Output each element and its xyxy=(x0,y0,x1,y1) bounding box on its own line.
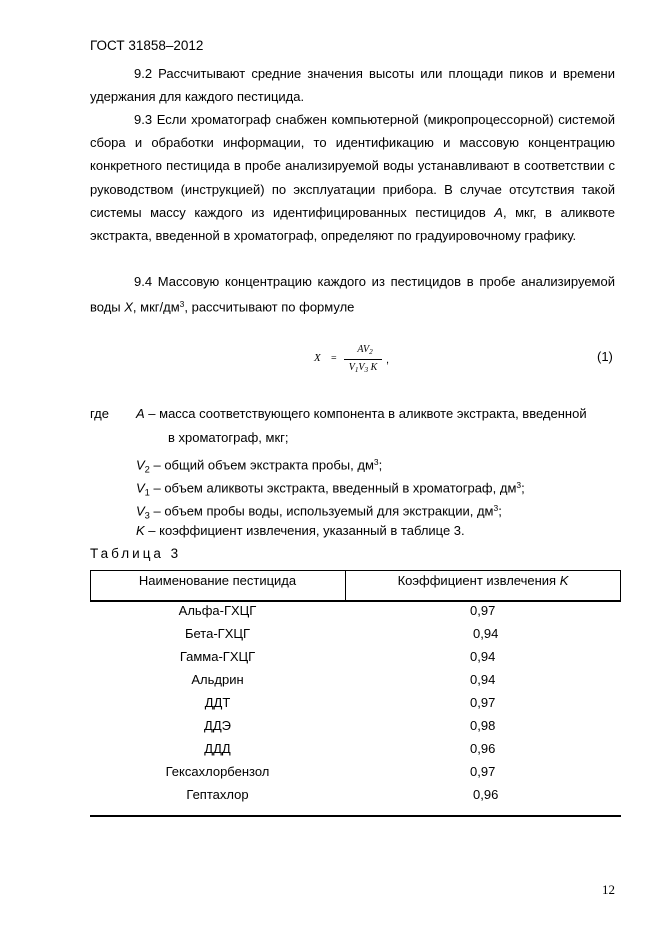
paragraph-9-4-text-b: , мкг/дм xyxy=(132,299,180,315)
superscript: 3 xyxy=(179,299,185,310)
table-border-bottom xyxy=(90,815,621,817)
numerator-sub: 2 xyxy=(369,348,373,357)
formula-numerator xyxy=(348,344,382,356)
definition-v2-end: ; xyxy=(378,457,383,473)
definition-k-symbol: K xyxy=(136,523,145,538)
document-header: ГОСТ 31858–2012 xyxy=(90,38,204,53)
definition-a xyxy=(136,404,587,424)
table-cell-name: Гамма-ГХЦГ xyxy=(179,649,256,664)
definition-k-text: – коэффициент извлечения, указанный в таблице 3. xyxy=(144,523,465,538)
table-cell-name: ДДТ xyxy=(204,695,231,710)
paragraph-9-4-text-c: , рассчитывают по формуле xyxy=(184,299,355,315)
table-cell-coefficient: 0,94 xyxy=(470,649,496,664)
table-cell-coefficient: 0,98 xyxy=(470,718,496,733)
table-cell-name: Бета-ГХЦГ xyxy=(184,626,251,641)
definition-v3-text: – объем пробы воды, используемый для экстракции, дм xyxy=(149,503,494,519)
definition-v1-sub: 1 xyxy=(144,487,150,498)
table-header-name: Наименование пестицида xyxy=(138,573,297,588)
definition-v1-symbol: V xyxy=(136,480,145,496)
table-cell-coefficient: 0,96 xyxy=(473,787,499,802)
paragraph-9-3-text-b: , мкг, в аликвоте экстракта, введенной в хроматограф, определяют по градуировочному графику. xyxy=(90,204,615,244)
denominator-sub1: 1 xyxy=(354,366,359,375)
definition-a-symbol: A xyxy=(136,406,145,421)
table-caption: Таблица 3 xyxy=(90,546,182,561)
paragraph-9-4 xyxy=(90,270,615,319)
denominator-k: K xyxy=(370,362,378,373)
definition-v1-text: – объем аликвоты экстракта, введенный в хроматограф, дм xyxy=(149,480,517,496)
formula-denominator xyxy=(340,362,386,374)
paragraph-9-3 xyxy=(90,108,615,247)
table-cell-coefficient: 0,97 xyxy=(470,764,496,779)
definition-a-text: – масса соответствующего компонента в аликвоте экстракта, введенной xyxy=(144,406,587,421)
definition-v3-end: ; xyxy=(498,503,502,519)
definition-k xyxy=(136,521,465,541)
definition-v3-sup: 3 xyxy=(493,503,499,513)
paragraph-9-2: 9.2 Рассчитывают средние значения высоты или площади пиков и времени удержания для каждого пестицида. xyxy=(90,66,615,105)
paragraph-9-3-text-a: 9.3 Если хроматограф снабжен компьютерной (микропроцессорной) системой сбора и обработки информации, то идентификацию и массовую концентрацию конкретного пестицида в пробе анализируемой воды устанавливают в соответствии с руководством (инструкцией) по эксплуатации прибора. В случае отсутствия такой системы массу каждого из идентифицированных пестицидов xyxy=(90,112,615,220)
fraction-bar xyxy=(344,359,382,360)
definition-v2-sub: 2 xyxy=(144,464,150,475)
table-cell-coefficient: 0,94 xyxy=(470,672,496,687)
table-cell-name: Гексахлорбензол xyxy=(165,764,270,779)
table-cell-coefficient: 0,96 xyxy=(470,741,496,756)
table-cell-name: ДДД xyxy=(204,741,231,756)
definition-v2-symbol: V xyxy=(136,457,145,473)
paragraph-9-4-text-a: 9.4 Массовую концентрацию каждого из пестицидов в пробе анализируемой воды xyxy=(90,274,615,315)
variable-a: А xyxy=(494,204,503,220)
denominator-v1: V xyxy=(348,362,355,373)
numerator-v: V xyxy=(362,344,370,355)
table-cell-coefficient: 0,97 xyxy=(470,695,496,710)
definition-a-cont: в хроматограф, мкг; xyxy=(168,430,289,445)
numerator-a: A xyxy=(357,344,363,355)
table-cell-coefficient: 0,94 xyxy=(473,626,499,641)
definition-v3-symbol: V xyxy=(136,503,145,519)
table-cell-name: Альдрин xyxy=(191,672,244,687)
table-header-coefficient-var: K xyxy=(559,573,569,588)
table-cell-name: Гептахлор xyxy=(186,787,249,802)
variable-x: X xyxy=(124,299,133,315)
denominator-sub3: 3 xyxy=(364,366,369,375)
page-number: 12 xyxy=(602,882,615,897)
table-cell-coefficient: 0,97 xyxy=(470,603,496,618)
table-border-top xyxy=(90,570,621,571)
formula-equals: = xyxy=(331,353,337,364)
definition-v3-sub: 3 xyxy=(144,510,150,521)
table-cell-name: Альфа-ГХЦГ xyxy=(178,603,257,618)
definition-v1-end: ; xyxy=(521,480,525,496)
definition-v1-sup: 3 xyxy=(516,480,522,490)
definitions-where: где xyxy=(90,406,109,421)
table-header-coefficient xyxy=(345,573,621,588)
table-header-rule xyxy=(90,600,621,602)
table-header-coefficient-text: Коэффициент извлечения xyxy=(397,573,560,588)
formula xyxy=(0,340,661,380)
denominator-v3: V xyxy=(358,362,365,373)
definition-v2-text: – общий объем экстракта пробы, дм xyxy=(149,457,374,473)
formula-number: (1) xyxy=(597,349,613,364)
table-cell-name: ДДЭ xyxy=(204,718,231,733)
formula-comma: , xyxy=(386,354,390,366)
formula-lhs: X xyxy=(314,352,321,364)
definition-v2-sup: 3 xyxy=(373,457,379,467)
